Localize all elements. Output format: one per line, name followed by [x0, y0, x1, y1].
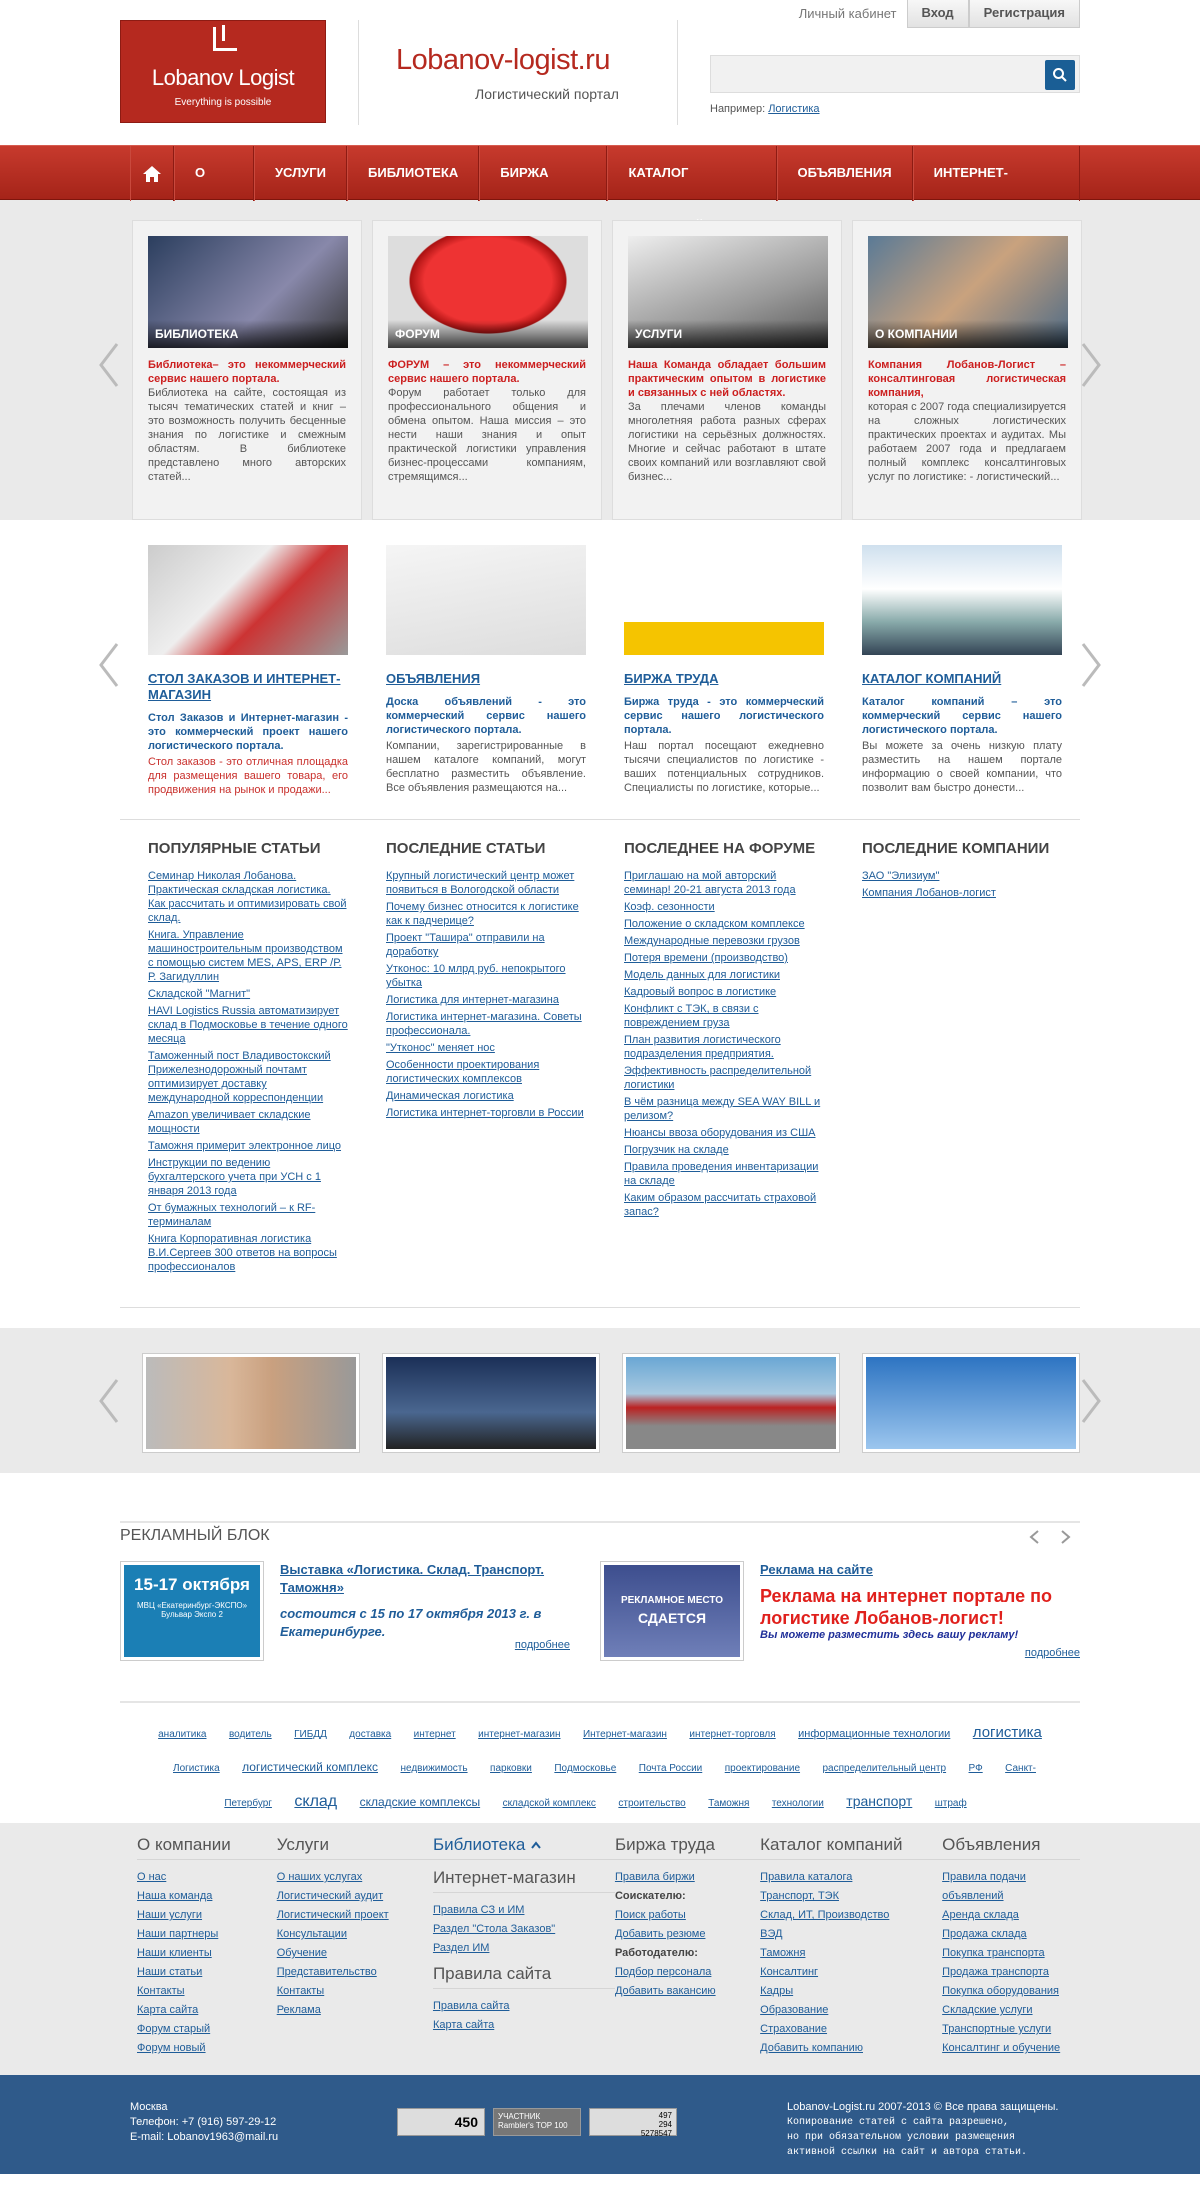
- site-subtitle: Логистический портал: [475, 86, 619, 102]
- footer-link[interactable]: Представительство: [276, 1966, 377, 1978]
- main-nav: [0, 145, 1200, 200]
- tag-link[interactable]: Таможня: [708, 1798, 750, 1809]
- footer-link[interactable]: Консалтинг и обучение: [942, 2042, 1061, 2054]
- card-lead: Компания Лобанов-Логист – консалтинговая логистическая компания,: [868, 359, 1066, 399]
- footer-jobs: [615, 1835, 760, 2058]
- tag-cloud: [120, 1701, 1080, 1823]
- search-hint: [710, 103, 820, 115]
- tag-link[interactable]: информационные технологии: [798, 1728, 951, 1740]
- footer-link[interactable]: Правила биржи: [614, 1871, 695, 1883]
- list-item-link[interactable]: Кадровый вопрос в логистике: [624, 986, 777, 998]
- list-item-link[interactable]: Коэф. сезонности: [624, 901, 715, 913]
- ad-prev-icon[interactable]: [1028, 1529, 1040, 1545]
- list-item: [386, 1058, 586, 1086]
- footer-link[interactable]: Раздел ИМ: [432, 1942, 490, 1954]
- list-item-link[interactable]: Проект "Ташира" отправили на доработку: [386, 932, 545, 958]
- copy-note: но при обязательном условии размещения: [787, 2132, 1016, 2143]
- footer-link[interactable]: Подбор персонала: [614, 1966, 712, 1978]
- header-divider: [358, 20, 359, 125]
- footer-link[interactable]: Кадры: [760, 1985, 794, 1997]
- nav-jobs[interactable]: БИРЖА: [479, 146, 607, 201]
- list-item: [148, 1004, 348, 1046]
- nav-ads[interactable]: ОБЪЯВЛЕНИЯ: [777, 146, 913, 201]
- tag-link[interactable]: Почта России: [638, 1763, 703, 1774]
- card-text: Форум работает только для профессионального общения и обмена опытом. Наша миссия – это нести наши знания и опыт практической логистики управления бизнес-процессами компаниям, стремящимся...: [388, 387, 586, 483]
- footer-link[interactable]: Наши услуги: [137, 1909, 203, 1921]
- list-item-link[interactable]: Семинар Николая Лобанова. Практическая складская логистика. Как рассчитать и оптимизировать свой склад.: [148, 870, 347, 924]
- card-text: Вы можете за очень низкую плату разместить на нашем портале информацию о своей компании, что позволит вам быстро донести...: [862, 740, 1062, 794]
- list-item-link[interactable]: Правила проведения инвентаризации на складе: [624, 1161, 819, 1187]
- card-text: Библиотека на сайте, состоящая из тысяч тематических статей и книг – это возможность получить бесценные знания по логистике и смежным областям. В библиотеке представлено много авторских статей...: [148, 387, 346, 483]
- ad-place: [600, 1561, 1080, 1661]
- list-item-link[interactable]: Нюансы ввоза оборудования из США: [624, 1127, 816, 1139]
- featured-card-library[interactable]: [132, 220, 362, 520]
- search-icon: [1052, 67, 1068, 83]
- featured-card-services[interactable]: [612, 220, 842, 520]
- footer-employers-label: Работодателю:: [614, 1947, 698, 1959]
- tag-link[interactable]: интернет-магазин: [478, 1729, 561, 1740]
- list-item: [148, 869, 348, 925]
- footer-col-title: Биржа труда: [615, 1835, 760, 1860]
- footer-link[interactable]: Консалтинг: [760, 1966, 819, 1978]
- footer-catalog: [760, 1835, 942, 2058]
- tag-link[interactable]: РФ: [968, 1763, 983, 1774]
- card-label: УСЛУГИ: [628, 320, 828, 348]
- user-links: [789, 0, 1080, 28]
- gallery-band: [0, 1328, 1200, 1473]
- chevron-up-icon: [530, 1840, 542, 1850]
- services-image[interactable]: [628, 236, 828, 348]
- list-item: [862, 869, 1062, 883]
- copyright: Lobanov-Logist.ru 2007-2013 © Все права защищены.: [787, 2101, 1059, 2113]
- card-lead: Библиотека– это некоммерческий сервис нашего портала.: [148, 359, 346, 385]
- service-card-catalog: [862, 545, 1062, 810]
- list-item: [148, 928, 348, 984]
- tag-link[interactable]: распределительный центр: [822, 1763, 947, 1774]
- list-item: [386, 1010, 586, 1038]
- list-item: [624, 1002, 824, 1030]
- footer-link[interactable]: Аренда склада: [942, 1909, 1019, 1921]
- footer-link[interactable]: Обучение: [276, 1947, 328, 1959]
- list-item-link[interactable]: Таможня примерит электронное лицо: [148, 1140, 342, 1152]
- service-card-shop: [148, 545, 348, 810]
- footer-about: [137, 1835, 277, 2058]
- tag-link[interactable]: логистика: [972, 1724, 1042, 1741]
- footer-link[interactable]: Поиск работы: [614, 1909, 686, 1921]
- tag-link[interactable]: логистический комплекс: [242, 1760, 379, 1774]
- footer-link[interactable]: Покупка транспорта: [942, 1947, 1045, 1959]
- footer-library-title[interactable]: [433, 1835, 615, 1860]
- list-item: [386, 869, 586, 897]
- list-item: [148, 1201, 348, 1229]
- ad-image-line1: РЕКЛАМНОЕ МЕСТО: [620, 1595, 724, 1606]
- service-card-ads: [386, 545, 586, 810]
- gallery-image-airliner[interactable]: [862, 1353, 1080, 1453]
- tag-link[interactable]: складской комплекс: [502, 1798, 596, 1809]
- footer-link[interactable]: Правила сайта: [432, 2000, 510, 2012]
- logo-tagline: Everything is possible: [174, 97, 272, 108]
- tag-link[interactable]: доставка: [349, 1729, 392, 1740]
- tag-link[interactable]: строительство: [618, 1798, 686, 1809]
- search-hint-prefix: Например:: [710, 103, 766, 115]
- footer-library: [433, 1835, 615, 2058]
- ad-exhibition-desc: состоится с 15 по 17 октября 2013 г. в Екатеринбурге.: [280, 1606, 542, 1639]
- logo[interactable]: [120, 20, 326, 123]
- card-lead: Каталог компаний – это коммерческий сервис нашего логистического портала.: [862, 696, 1062, 736]
- header: [120, 0, 1080, 145]
- tag-link[interactable]: штраф: [934, 1798, 967, 1809]
- list-item-link[interactable]: Инструкции по ведению бухгалтерского учета при УСН с 1 января 2013 года: [148, 1157, 321, 1197]
- list-item-link[interactable]: "Утконос" меняет нос: [386, 1042, 495, 1054]
- footer-link[interactable]: Добавить резюме: [614, 1928, 706, 1940]
- list-item-link[interactable]: Книга Корпоративная логистика В.И.Сергеев 300 ответов на вопросы профессионалов: [148, 1233, 337, 1273]
- card-lead: ФОРУМ – это некоммерческий сервис нашего портала.: [388, 359, 586, 385]
- footer-col-title: Каталог компаний: [760, 1835, 942, 1860]
- list-item: [148, 1232, 348, 1274]
- list-item-link[interactable]: Погрузчик на складе: [624, 1144, 729, 1156]
- counter-yandex[interactable]: 450: [397, 2108, 485, 2136]
- card-text: Стол заказов - это отличная площадка для размещения вашего товара, его продвижения на рынок и продажи...: [148, 756, 348, 796]
- home-icon: [142, 165, 162, 183]
- tag-link[interactable]: складские комплексы: [359, 1795, 481, 1809]
- popular-articles: [148, 840, 348, 1277]
- login-button[interactable]: Вход: [907, 0, 969, 28]
- list-item: [386, 931, 586, 959]
- gallery-image-portrait[interactable]: [142, 1353, 360, 1453]
- card-title-link[interactable]: КАТАЛОГ КОМПАНИЙ: [862, 671, 1002, 686]
- footer-link[interactable]: Покупка оборудования: [942, 1985, 1059, 1997]
- copy-note: активной ссылки на сайт и автора статьи.: [787, 2147, 1028, 2158]
- footer-link[interactable]: Добавить вакансию: [614, 1985, 716, 1997]
- bottom-bar: [0, 2075, 1200, 2174]
- footer-link[interactable]: Транспортные услуги: [942, 2023, 1052, 2035]
- list-item: [148, 1139, 348, 1153]
- card-label: БИБЛИОТЕКА: [148, 320, 348, 348]
- list-item: [624, 968, 824, 982]
- nav-library[interactable]: БИБЛИОТЕКА: [347, 146, 479, 201]
- carousel-prev-icon[interactable]: [95, 340, 125, 390]
- ad-block-title: РЕКЛАМНЫЙ БЛОК: [120, 1527, 270, 1544]
- list-item: [624, 951, 824, 965]
- ad-place-more[interactable]: подробнее: [1024, 1647, 1080, 1659]
- tag-link[interactable]: ГИБДД: [294, 1729, 327, 1740]
- footer-link[interactable]: Раздел "Стола Заказов": [432, 1923, 556, 1935]
- footer-seekers-label: Соискателю:: [614, 1890, 686, 1902]
- footer-link[interactable]: Таможня: [760, 1947, 806, 1959]
- list-item-link[interactable]: Логистика для интернет-магазина: [386, 994, 559, 1006]
- card-title-link[interactable]: БИРЖА ТРУДА: [624, 671, 719, 686]
- tag-link[interactable]: Логистика: [173, 1763, 220, 1774]
- footer-link[interactable]: Контакты: [137, 1985, 185, 1997]
- footer-col-title: О компании: [137, 1835, 277, 1860]
- tag-link[interactable]: транспорт: [846, 1793, 913, 1809]
- list-item: [148, 1049, 348, 1105]
- counter-mail-c: 5278547: [640, 2129, 672, 2138]
- tag-link[interactable]: парковки: [490, 1763, 532, 1774]
- footer-col-title: Объявления: [942, 1835, 1080, 1860]
- counter-rambler-num: TOP 100: [535, 2121, 568, 2130]
- list-item: [624, 1064, 824, 1092]
- list-item-link[interactable]: Конфликт с ТЭК, в связи с повреждением груза: [624, 1003, 759, 1029]
- list-item: [624, 1033, 824, 1061]
- tag-link[interactable]: интернет: [413, 1729, 456, 1740]
- footer-ads: [942, 1835, 1080, 2058]
- list-item: [148, 987, 348, 1001]
- ad-exhibition-image[interactable]: [120, 1561, 264, 1661]
- footer-link[interactable]: Склад, ИТ, Производство: [760, 1909, 890, 1921]
- forum-image[interactable]: [388, 236, 588, 348]
- tag-link[interactable]: технологии: [771, 1798, 824, 1809]
- list-item: [624, 869, 824, 897]
- site-title[interactable]: Lobanov-logist.ru: [396, 44, 610, 76]
- list-item-link[interactable]: Эффективность распределительной логистики: [624, 1065, 812, 1091]
- nav-shop[interactable]: ИНТЕРНЕТ-: [913, 146, 1080, 201]
- footer-link[interactable]: О нас: [137, 1871, 167, 1883]
- contact-city: Москва: [130, 2101, 168, 2113]
- footer-link[interactable]: Продажа транспорта: [942, 1966, 1049, 1978]
- ad-exhibition-more[interactable]: подробнее: [514, 1639, 570, 1651]
- search-hint-link[interactable]: Логистика: [768, 103, 820, 115]
- footer-link[interactable]: Транспорт, ТЭК: [760, 1890, 839, 1902]
- ad-place-title[interactable]: Реклама на сайте: [760, 1562, 873, 1577]
- footer-link[interactable]: Правила подачи объявлений: [942, 1871, 1026, 1902]
- list-item-link[interactable]: Таможенный пост Владивостокский Прижелезнодорожный почтамт оптимизирует доставку международной корреспонденции: [148, 1050, 331, 1104]
- ad-exhibition: [120, 1561, 600, 1661]
- list-item-link[interactable]: Утконос: 10 млрд руб. непокрытого убытка: [386, 963, 566, 989]
- search-button[interactable]: [1045, 60, 1075, 90]
- card-lead: Наша Команда обладает большим практическим опытом в логистике и связанных с ней областях.: [628, 359, 826, 399]
- ad-place-headline: Реклама на интернет портале по логистике Лобанов-логист!: [760, 1586, 1052, 1628]
- latest-companies: [862, 840, 1062, 1277]
- counter-rambler[interactable]: [493, 2108, 581, 2136]
- counter-rambler-bottom: Rambler's: [498, 2121, 534, 2130]
- list-item-link[interactable]: Почему бизнес относится к логистике как к падчерице?: [386, 901, 579, 927]
- card-lead: Биржа труда - это коммерческий сервис нашего логистического портала.: [624, 696, 824, 736]
- list-item: [386, 1041, 586, 1055]
- article-lists: [120, 820, 1080, 1308]
- footer-link[interactable]: Карта сайта: [432, 2019, 495, 2031]
- tag-link[interactable]: Подмосковье: [554, 1763, 617, 1774]
- tag-link[interactable]: интернет-торговля: [689, 1729, 776, 1740]
- jobs-image[interactable]: [624, 545, 824, 655]
- list-item: [386, 993, 586, 1007]
- list-item-link[interactable]: Каким образом рассчитать страховой запас?: [624, 1192, 817, 1218]
- counter-mail-a: 497: [658, 2111, 672, 2120]
- footer: [0, 1823, 1200, 2075]
- nav-about[interactable]: О: [174, 146, 254, 201]
- tag-link[interactable]: проектирование: [724, 1763, 801, 1774]
- copy-note: Копирование статей с сайта разрешено,: [787, 2117, 1010, 2128]
- catalog-image[interactable]: [862, 545, 1062, 655]
- ad-place-image[interactable]: [600, 1561, 744, 1661]
- ad-place-desc: Вы можете разместить здесь вашу рекламу!: [760, 1629, 1019, 1641]
- list-item-link[interactable]: HAVI Logistics Russia автоматизирует склад в Подмосковье в течение одного месяца: [148, 1005, 348, 1045]
- ad-image-date: 15-17 октября: [134, 1575, 250, 1594]
- list-item: [148, 1108, 348, 1136]
- ad-block: [120, 1521, 1080, 1701]
- footer-link[interactable]: Добавить компанию: [760, 2042, 863, 2054]
- footer-link[interactable]: Карта сайта: [137, 2004, 199, 2016]
- footer-link[interactable]: Наши партнеры: [137, 1928, 219, 1940]
- contacts: [130, 2100, 397, 2160]
- counter-mailru[interactable]: [589, 2108, 677, 2136]
- footer-link[interactable]: О наших услугах: [276, 1871, 363, 1883]
- card-text: Наш портал посещают ежедневно тысячи специалистов по логистике - ваших потенциальных сотрудников. Специалисты по логистике, которые...: [624, 740, 824, 794]
- list-item: [624, 917, 824, 931]
- card-title-link[interactable]: СТОЛ ЗАКАЗОВ И ИНТЕРНЕТ-МАГАЗИН: [148, 671, 341, 702]
- list-item: [624, 900, 824, 914]
- list-item-link[interactable]: Модель данных для логистики: [624, 969, 780, 981]
- tag-link[interactable]: Интернет-магазин: [582, 1729, 667, 1740]
- footer-col-title: Библиотека: [432, 1835, 526, 1854]
- list-item-link[interactable]: Компания Лобанов-логист: [862, 887, 996, 899]
- search-input[interactable]: [711, 56, 1041, 92]
- list-item-link[interactable]: От бумажных технологий – к RF-терминалам: [148, 1202, 316, 1228]
- contact-phone: Телефон: +7 (916) 597-29-12: [130, 2116, 277, 2128]
- list-item: [624, 1160, 824, 1188]
- gallery-image-plane[interactable]: [382, 1353, 600, 1453]
- footer-link[interactable]: Складские услуги: [942, 2004, 1033, 2016]
- footer-link[interactable]: Контакты: [276, 1985, 325, 1997]
- register-button[interactable]: Регистрация: [969, 0, 1080, 28]
- carousel-prev-icon[interactable]: [95, 640, 125, 690]
- tag-link[interactable]: недвижимость: [400, 1763, 468, 1774]
- list-item: [386, 1089, 586, 1103]
- list-item: [386, 900, 586, 928]
- footer-col-title: Услуги: [277, 1835, 433, 1860]
- list-item-link[interactable]: В чём разница между SEA WAY BILL и релизом?: [624, 1096, 821, 1122]
- footer-link[interactable]: Правила каталога: [760, 1871, 853, 1883]
- ad-next-icon[interactable]: [1060, 1529, 1072, 1545]
- list-item: [386, 962, 586, 990]
- company-image[interactable]: [868, 236, 1068, 348]
- services-section: [120, 520, 1080, 820]
- featured-band: [0, 200, 1200, 520]
- list-item-link[interactable]: Логистика интернет-магазина. Советы профессионала.: [386, 1011, 582, 1037]
- list-item: [862, 886, 1062, 900]
- carousel-next-icon[interactable]: [1075, 640, 1105, 690]
- card-lead: Доска объявлений - это коммерческий сервис нашего логистического портала.: [386, 696, 586, 736]
- list-title: ПОСЛЕДНЕЕ НА ФОРУМЕ: [624, 840, 816, 857]
- tag-link[interactable]: водитель: [228, 1729, 272, 1740]
- latest-articles: [386, 840, 586, 1277]
- list-item: [624, 1191, 824, 1219]
- list-item-link[interactable]: Логистика интернет-торговли в России: [386, 1107, 584, 1119]
- gallery-image-truck[interactable]: [622, 1353, 840, 1453]
- card-text: Компании, зарегистрированные в нашем каталоге компаний, могут бесплатно разместить объявление. Все объявления размещаются на...: [386, 740, 586, 794]
- ad-image-line2: СДАЕТСЯ: [637, 1610, 707, 1626]
- logo-mark-icon: [213, 27, 237, 51]
- gallery-prev-icon[interactable]: [95, 1376, 125, 1426]
- counter-rambler-top: УЧАСТНИК: [498, 2112, 541, 2121]
- list-item-link[interactable]: ЗАО "Элизиум": [862, 870, 940, 882]
- footer-link[interactable]: Наши статьи: [137, 1966, 203, 1978]
- footer-link[interactable]: ВЭД: [760, 1928, 783, 1940]
- list-item: [386, 1106, 586, 1120]
- ad-exhibition-title[interactable]: Выставка «Логистика. Склад. Транспорт. Таможня»: [280, 1562, 545, 1595]
- tag-link[interactable]: склад: [294, 1793, 338, 1810]
- cabinet-link[interactable]: Личный кабинет: [798, 6, 897, 21]
- list-title: ПОПУЛЯРНЫЕ СТАТЬИ: [148, 840, 321, 857]
- ads-image[interactable]: [386, 545, 586, 655]
- footer-link[interactable]: Наша команда: [137, 1890, 213, 1902]
- nav-home[interactable]: [130, 146, 174, 201]
- counter-mail-b: 294: [658, 2120, 672, 2129]
- list-item-link[interactable]: Крупный логистический центр может появиться в Вологодской области: [386, 870, 575, 896]
- list-item: [624, 1126, 824, 1140]
- card-text: За плечами членов команды многолетняя работа разных сферах логистики на серьёзных должностях. Многие и сейчас работают в штате своих компаний или возглавляют свой бизнес...: [628, 401, 826, 483]
- nav-catalog[interactable]: КАТАЛОГ: [607, 146, 776, 201]
- footer-link[interactable]: Реклама: [276, 2004, 321, 2016]
- header-divider: [677, 20, 678, 125]
- footer-services: [277, 1835, 433, 2058]
- contact-email: E-mail: Lobanov1963@mail.ru: [130, 2131, 279, 2143]
- footer-link[interactable]: Логистический аудит: [276, 1890, 384, 1902]
- list-item-link[interactable]: Положение о складском комплексе: [624, 918, 805, 930]
- list-item-link[interactable]: Складской "Магнит": [148, 988, 251, 1000]
- search-box: [710, 55, 1080, 93]
- footer-link[interactable]: Образование: [760, 2004, 829, 2016]
- list-item-link[interactable]: Книга. Управление машиностроительным производством с помощью систем MES, APS, ERP /Р. Р. Загидуллин: [148, 929, 343, 983]
- footer-link[interactable]: Продажа склада: [942, 1928, 1027, 1940]
- footer-link[interactable]: Страхование: [760, 2023, 828, 2035]
- list-item-link[interactable]: Динамическая логистика: [386, 1090, 514, 1102]
- footer-link[interactable]: Правила СЗ и ИМ: [432, 1904, 525, 1916]
- footer-link[interactable]: Форум новый: [137, 2042, 206, 2054]
- list-title: ПОСЛЕДНИЕ КОМПАНИИ: [862, 840, 1050, 857]
- list-item-link[interactable]: Amazon увеличивает складские мощности: [148, 1109, 311, 1135]
- library-image[interactable]: [148, 236, 348, 348]
- copyright-block: [787, 2100, 1058, 2160]
- list-title: ПОСЛЕДНИЕ СТАТЬИ: [386, 840, 546, 857]
- list-item-link[interactable]: План развития логистического подразделения предприятия.: [624, 1034, 781, 1060]
- list-item-link[interactable]: Приглашаю на мой авторский семинар! 20-21 августа 2013 года: [624, 870, 796, 896]
- footer-link[interactable]: Консультации: [276, 1928, 347, 1940]
- footer-link[interactable]: Наши клиенты: [137, 1947, 212, 1959]
- footer-col-title: Правила сайта: [433, 1964, 615, 1989]
- card-label: О КОМПАНИИ: [868, 320, 1068, 348]
- footer-link[interactable]: Форум старый: [137, 2023, 211, 2035]
- list-item-link[interactable]: Особенности проектирования логистических комплексов: [386, 1059, 540, 1085]
- list-item: [148, 1156, 348, 1198]
- card-label: ФОРУМ: [388, 320, 588, 348]
- list-item: [624, 985, 824, 999]
- service-card-jobs: [624, 545, 824, 810]
- tag-link[interactable]: Санкт-Петербург: [224, 1763, 1036, 1809]
- tag-link[interactable]: аналитика: [158, 1729, 207, 1740]
- list-item: [624, 1095, 824, 1123]
- card-text: которая с 2007 года специализируется на сложных логистических практических проектах и аудитах. Мы работаем 2007 года и предлагаем полный комплекс консалтинговых услуг по логистике: - логистический...: [868, 401, 1066, 483]
- list-item: [624, 1143, 824, 1157]
- footer-col-title: Интернет-магазин: [433, 1868, 615, 1893]
- forum-latest: [624, 840, 824, 1277]
- shop-image[interactable]: [148, 545, 348, 655]
- ad-image-venue: МВЦ «Екатеринбург-ЭКСПО» Бульвар Экспо 2: [136, 1601, 248, 1619]
- counters: [397, 2100, 787, 2160]
- card-lead: Стол Заказов и Интернет-магазин - это коммерческий проект нашего логистического портала.: [148, 712, 348, 752]
- list-item-link[interactable]: Потеря времени (производство): [624, 952, 788, 964]
- card-title-link[interactable]: ОБЪЯВЛЕНИЯ: [386, 671, 481, 686]
- logo-title: Lobanov Logist: [151, 65, 295, 90]
- nav-services[interactable]: УСЛУГИ: [254, 146, 347, 201]
- list-item: [624, 934, 824, 948]
- list-item-link[interactable]: Международные перевозки грузов: [624, 935, 800, 947]
- featured-card-forum[interactable]: [372, 220, 602, 520]
- featured-card-company[interactable]: [852, 220, 1082, 520]
- footer-link[interactable]: Логистический проект: [276, 1909, 389, 1921]
